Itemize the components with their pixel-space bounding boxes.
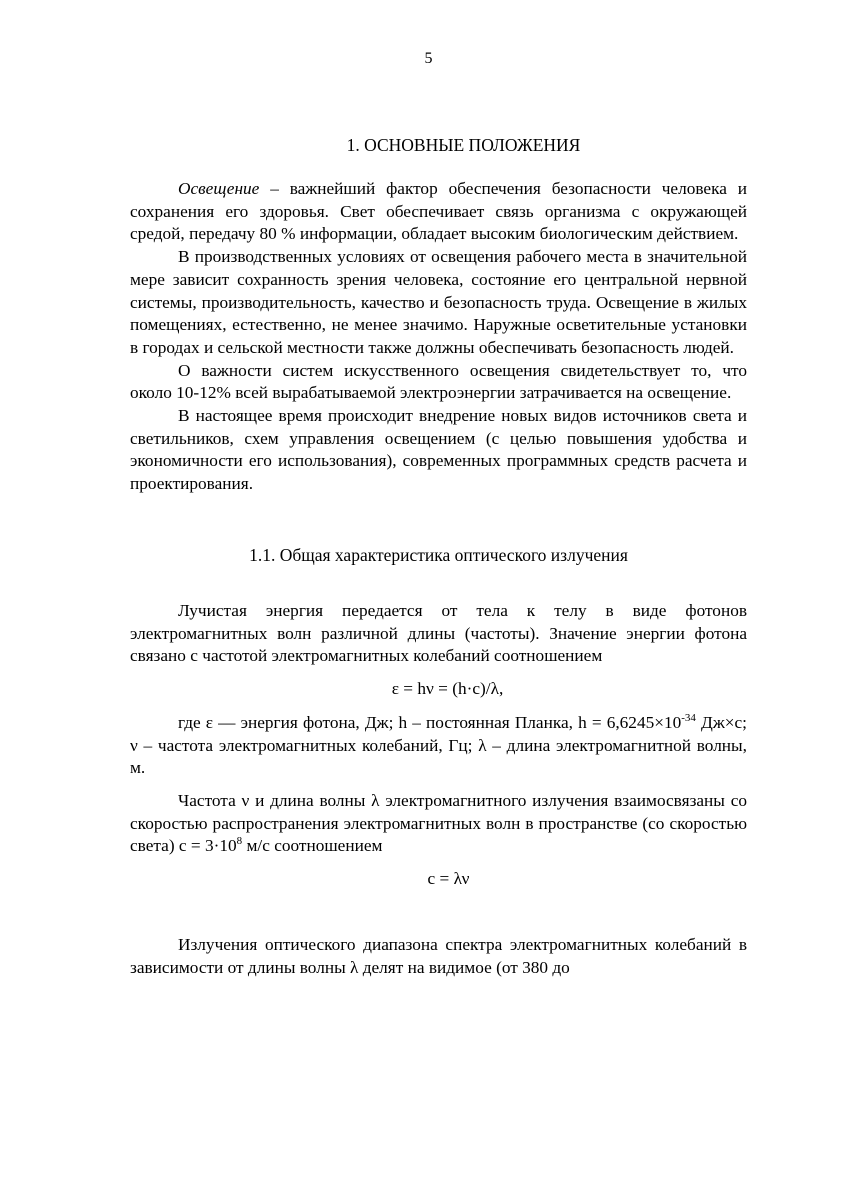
page-number: 5	[424, 50, 433, 67]
formula-wave-speed: c = λν	[427, 869, 470, 889]
speed-text-start: Частота ν и длина волны λ электромагнитного излучения взаимосвязаны со скоростью распространения электромагнитных волн в пространстве (со скоростью света) c = 3·10	[130, 791, 747, 856]
intro-term: Освещение	[178, 179, 260, 198]
paragraph-electricity: О важности систем искусственного освещения свидетельствует то, что около 10-12% всей вырабатываемой электроэнергии затрачивается на освещение.	[130, 360, 747, 403]
paragraph-workplace: В производственных условиях от освещения рабочего места в значительной мере зависит сохранность зрения человека, состояние его центральной нервной системы, производительность, качество и безопасность труда. Освещение в жилых помещениях, естественно, не менее значимо. Наружные осветительные установки в городах и сельской местности также должны обеспечивать безопасность людей.	[130, 247, 747, 357]
subsection-title: 1.1. Общая характеристика оптического излучения	[249, 544, 628, 565]
where-text-end: Дж×с; ν – частота электромагнитных колебаний, Гц; λ – длина электромагнитной волны, м.	[130, 712, 747, 778]
intro-text: – важнейший фактор обеспечения безопасности человека и сохранения его здоровья. Свет обеспечивает связь организма с окружающей средой, передачу 80 % информации, обладает высоким биологическим действием.	[130, 179, 747, 244]
intro-paragraph	[130, 178, 747, 246]
paragraph-where	[130, 712, 747, 780]
paragraph-radiant-energy: Лучистая энергия передается от тела к телу в виде фотонов электромагнитных волн различной длины (частоты). Значение энергии фотона связано с частотой электромагнитных колебаний соотношением	[130, 600, 747, 666]
paragraph-optical-range: Излучения оптического диапазона спектра электромагнитных колебаний в зависимости от длины волны λ делят на видимое (от 380 до	[130, 935, 747, 977]
formula-photon-energy: ε = hν = (h·c)/λ,	[391, 678, 504, 698]
speed-text-end: м/с соотношением	[242, 836, 383, 856]
page-body	[130, 134, 747, 980]
section-title: 1. ОСНОВНЫЕ ПОЛОЖЕНИЯ	[346, 135, 581, 155]
paragraph-speed-of-light	[130, 790, 747, 858]
speed-exponent: 8	[236, 835, 243, 848]
where-text-start: где ε — энергия фотона, Дж; h – постоянная Планка, h = 6,6245×10	[178, 712, 682, 732]
paragraph-new-sources: В настоящее время происходит внедрение новых видов источников света и светильников, схем управления освещением (с целью повышения удобства и экономичности его использования), современных программных средств расчета и проектирования.	[130, 406, 747, 494]
planck-exponent: -34	[681, 711, 696, 724]
